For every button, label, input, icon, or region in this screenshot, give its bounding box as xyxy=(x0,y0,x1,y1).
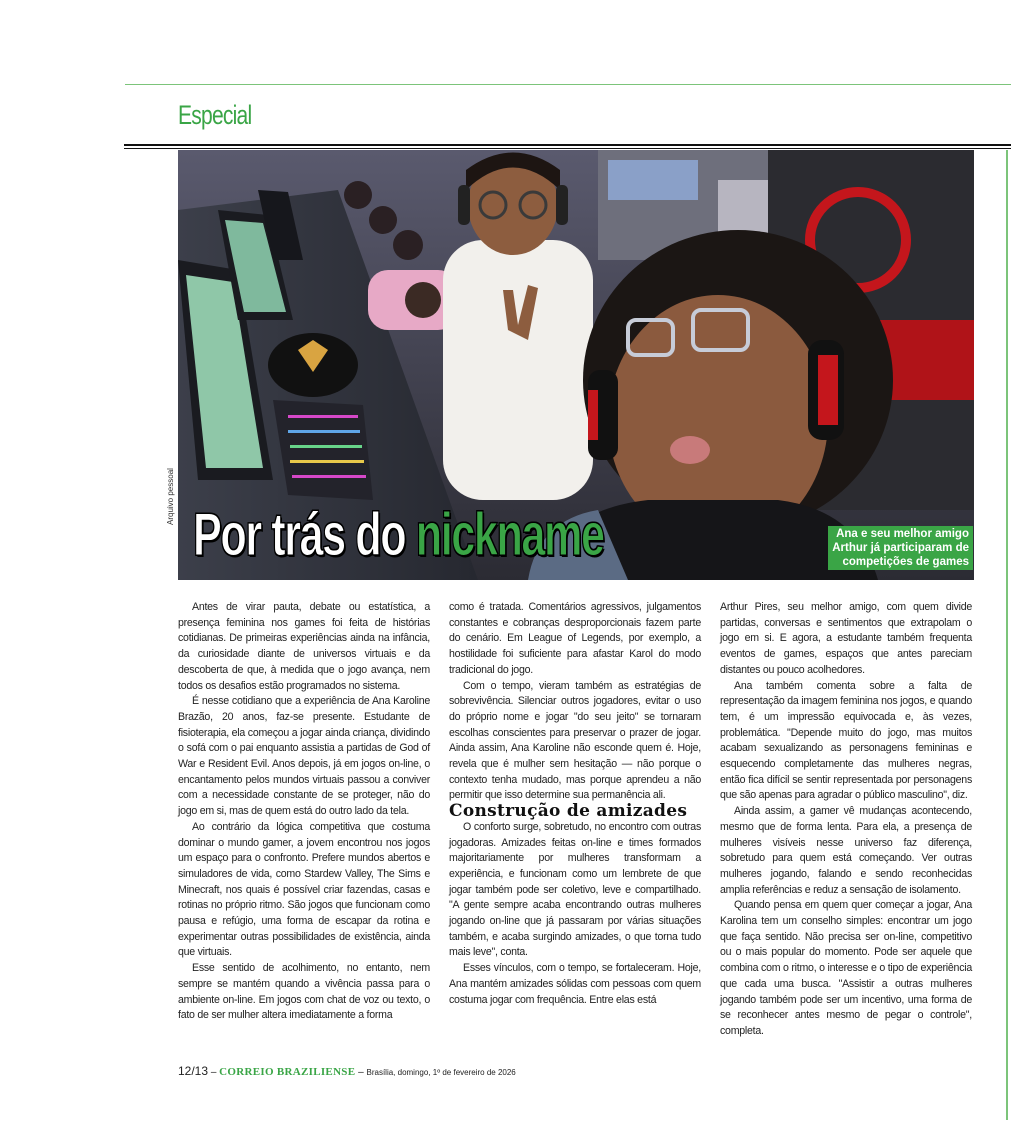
footer-separator: – xyxy=(210,1067,217,1078)
paragraph: Ao contrário da lógica competitiva que costuma dominar o mundo gamer, a jovem encontrou nos jogos um espaço para o confronto. Prefere mundos abertos e simuladores de vida, como Stardew Valley, The Sims e Minecraft, nos quais é possível criar fazendas, casas e rotinas no próprio ritmo. São jogos que funcionam como pausa e refúgio, uma forma de escapar da rotina e experimentar outras possibilidades de existência, ainda que virtuais. xyxy=(178,820,430,959)
header-rule-thick xyxy=(124,144,1011,146)
article-column-2 xyxy=(449,600,701,1008)
top-rule xyxy=(125,84,1011,85)
photo-credit: Arquivo pessoal xyxy=(166,468,175,525)
side-rule xyxy=(1006,150,1008,1120)
paragraph: O conforto surge, sobretudo, no encontro com outras jogadoras. Amizades feitas on-line e times formados majoritariamente por mulheres transformam a experiência, e funcionam como um lembrete de que jogar também pode ser coletivo, leve e compartilhado. "A gente sempre acaba encontrando outras mulheres jogando on-line que já passaram por várias situações também, e acaba surgindo amizades, o que torna tudo mais leve", conta. xyxy=(449,820,701,959)
header-rule-thin xyxy=(124,148,1011,149)
paragraph: Ainda assim, a gamer vê mudanças acontecendo, mesmo que de forma lenta. Para ela, a presença de mulheres visíveis nesse universo faz diferença, sobretudo para quem está começando. Ver outras mulheres jogando, falando e sendo reconhecidas amplia referências e reduz a sensação de isolamento. xyxy=(720,805,972,896)
paragraph: Ana também comenta sobre a falta de representação da imagem feminina nos jogos, e quando tem, é um impressão equivocada e, às vezes, problemática. "Depende muito do jogo, mas muitos acabam sexualizando as personagens femininas e esquecendo completamente das mulheres negras, então fica difícil se sentir representada por personagens que são apenas para agradar o público masculino", diz. xyxy=(720,679,972,802)
paragraph: como é tratada. Comentários agressivos, julgamentos constantes e cobranças desproporcionais fazem parte do cenário. Em League of Legends, por exemplo, a hostilidade foi suficiente para afastar Karol do modo tradicional do jogo. xyxy=(449,601,701,676)
newspaper-brand: CORREIO BRAZILIENSE xyxy=(219,1066,356,1078)
paragraph: Esses vínculos, com o tempo, se fortaleceram. Hoje, Ana mantém amizades sólidas com pessoas com quem costuma jogar com frequência. Entre elas está xyxy=(449,962,701,1006)
paragraph: Arthur Pires, seu melhor amigo, com quem divide partidas, conversas e sentimentos que extrapolam o jogo em si. E agora, a estudante também frequenta eventos de games, espaços que antes pareciam distantes ou pouco acolhedores. xyxy=(720,601,972,676)
paragraph: É nesse cotidiano que a experiência de Ana Karoline Brazão, 20 anos, faz-se presente. Estudante de fisioterapia, ela começou a jogar ainda criança, dividindo o sofá com o pai enquanto assistia a partidas de God of War e Resident Evil. Anos depois, já em jogos on-line, o encantamento pelos mundos virtuais passou a conviver com a necessidade constante de se proteger, não do jogo em si, mas de quem está do outro lado da tela. xyxy=(178,695,430,818)
subheading: Construção de amizades xyxy=(449,801,688,822)
headline-part1: Por trás do xyxy=(193,501,416,568)
paragraph: Com o tempo, vieram também as estratégias de sobrevivência. Silenciar outros jogadores, evitar o uso do próprio nome e jogar "do seu jeito" se tornaram escolhas conscientes para preservar o prazer de jogar. Ainda assim, Ana Karoline não esconde quem é. Hoje, revela que é mulher sem hesitação — não porque o contexto tenha mudado, mas porque aprendeu a não permitir que isso determine sua permanência ali. xyxy=(449,679,701,802)
article-column-3 xyxy=(720,600,972,1040)
page-footer xyxy=(178,1064,516,1078)
photo-caption: Ana e seu melhor amigo Arthur já participaram de competições de games xyxy=(828,526,973,570)
headline xyxy=(193,501,604,568)
paragraph: Esse sentido de acolhimento, no entanto, nem sempre se mantém quando a vivência passa para o ambiente on-line. Em jogos com chat de voz ou texto, o fato de ser mulher altera imediatamente a forma xyxy=(178,962,430,1022)
paragraph: Quando pensa em quem quer começar a jogar, Ana Karolina tem um conselho simples: encontrar um jogo que faça sentido. Não precisa ser on-line, competitivo ou o mais popular do momento. Pode ser aquele que combina com o ritmo, o interesse e o tipo de experiência que cada uma busca. "Assistir a outras mulheres jogando também pode ser um incentivo, uma forma de se reconhecer antes mesmo de pegar o controle", completa. xyxy=(720,899,972,1037)
page-numbers: 12/13 xyxy=(178,1064,209,1078)
dateline: Brasília, domingo, 1º de fevereiro de 2026 xyxy=(366,1068,516,1077)
article-column-1 xyxy=(178,600,430,1024)
headline-part2: nickname xyxy=(415,501,604,568)
paragraph: Antes de virar pauta, debate ou estatística, a presença feminina nos games foi feita de histórias cotidianas. De primeiras experiências ainda na infância, da curiosidade diante de universos virtuais e da descoberta de que, à medida que o jogo avança, nem todos os desafios estão programados no sistema. xyxy=(178,601,430,692)
section-label: Especial xyxy=(178,100,252,130)
footer-separator: – xyxy=(358,1067,364,1078)
